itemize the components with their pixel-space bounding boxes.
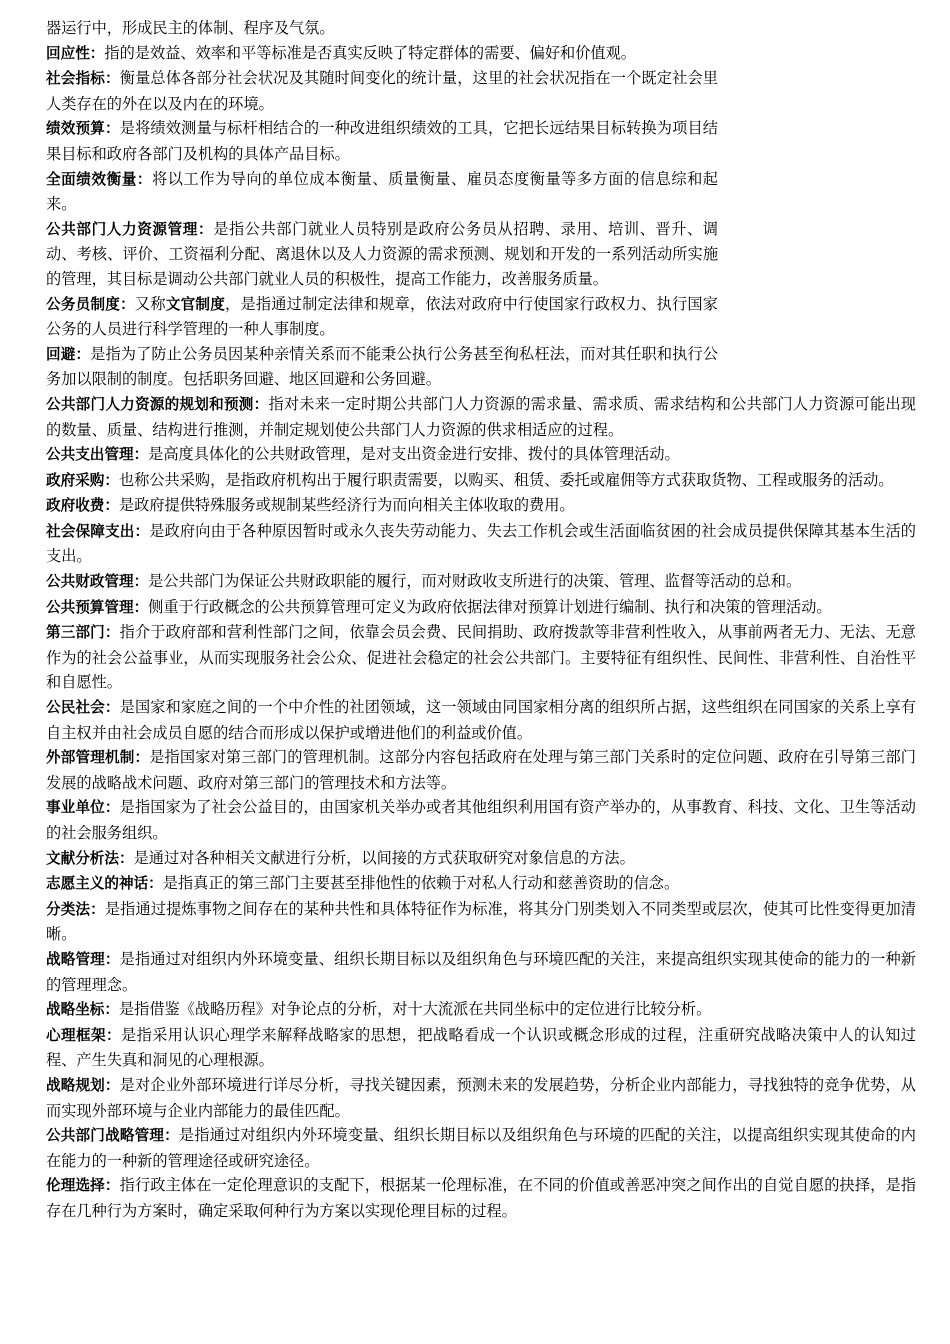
entry-definition — [119, 471, 894, 489]
entry-definition — [134, 849, 635, 867]
definition-text: 是国家和家庭之间的一个中介性的社团领域，这一领域由同国家相分离的组织所占据，这些组织在同国家的关系上享有自主权并由社会成员自愿的结合而形成以保护或增进他们的利益或价值。 — [46, 698, 916, 742]
definition-text: 是指真正的第三部门主要甚至排他性的依赖于对私人行动和慈善资助的信念。 — [162, 874, 680, 893]
entry-term: 公共预算管理： — [46, 598, 149, 616]
glossary-entry — [46, 442, 916, 468]
glossary-entry — [46, 745, 916, 795]
entry-definition — [46, 798, 916, 842]
entry-definition — [46, 119, 718, 163]
glossary-entry — [46, 167, 718, 217]
entry-term: 公共财政管理： — [46, 573, 149, 591]
entry-term: 公务员制度： — [46, 295, 135, 313]
entry-term: 事业单位： — [46, 799, 120, 817]
entry-definition — [119, 496, 575, 514]
definition-text: 指行政主体在一定伦理意识的支配下，根据某一伦理标准，在不同的价值或善恶冲突之间作出的自觉自愿的抉择，是指存在几种行为方案时，确定采取何种行为方案以实现伦理目标的过程。 — [46, 1176, 916, 1220]
entry-definition — [46, 1026, 916, 1070]
definition-text: 是将绩效测量与标杆相结合的一种改进组织绩效的工具，它把长远结果目标转换为项目结果目标和政府各部门及机构的具体产品目标。 — [46, 119, 718, 163]
glossary-entry — [46, 1023, 916, 1073]
entry-definition — [163, 874, 679, 892]
definition-text: 将以工作为导向的单位成本衡量、质量衡量、雇员态度衡量等多方面的信息综和起来。 — [46, 169, 718, 214]
entry-definition — [104, 44, 636, 62]
glossary-entry — [46, 66, 718, 116]
glossary-entry — [46, 595, 916, 621]
glossary-entry — [46, 997, 916, 1023]
definition-text: 衡量总体各部分社会状况及其随时间变化的统计量，这里的社会状况指在一个既定社会里人类存在的外在以及内在的环境。 — [46, 69, 718, 113]
glossary-entry — [46, 493, 916, 519]
entry-definition — [46, 1076, 916, 1120]
entry-definition — [46, 623, 916, 691]
entry-definition — [46, 69, 718, 113]
definition-text: 指介于政府部和营利性部门之间，依靠会员会费、民间捐助、政府拨款等非营利性收入，从事前两者无力、无法、无意作为的社会公益事业，从而实现服务社会公众、促进社会稳定的社会公共部门。主要特征有组织性、民间性、非营利性、自治性平和自愿性。 — [46, 623, 916, 692]
definition-text: 是政府提供特殊服务或规制某些经济行为而向相关主体收取的费用。 — [118, 496, 575, 515]
definition-text: 侧重于行政概念的公共预算管理可定义为政府依据法律对预算计划进行编制、执行和决策的管理活动。 — [148, 597, 832, 616]
entry-term: 志愿主义的神话： — [46, 875, 163, 893]
entry-term: 文献分析法： — [46, 849, 134, 867]
definition-text: 是指通过对组织内外环境变量、组织长期目标以及组织角色与环境匹配的关注，来提高组织实现其使命的能力的一种新的管理理念。 — [46, 949, 916, 994]
glossary-entry — [46, 620, 916, 695]
glossary-entry — [46, 569, 916, 595]
glossary-entry — [46, 392, 916, 442]
glossary-entry — [46, 1073, 916, 1123]
entry-term: 战略管理： — [46, 950, 120, 968]
definition-text: 是指通过提炼事物之间存在的某种共性和具体特征作为标准，将其分门别类划入不同类型或层次，使其可比性变得更加清晰。 — [46, 899, 916, 944]
document-page — [46, 16, 916, 1224]
glossary-entry — [46, 116, 718, 166]
definition-text: 是指为了防止公务员因某种亲情关系而不能秉公执行公务甚至徇私枉法，而对其任职和执行公务加以限制的制度。包括职务回避、地区回避和公务回避。 — [46, 344, 718, 389]
definition-text: 是公共部门为保证公共财政职能的履行，而对财政收支所进行的决策、管理、监督等活动的总和。 — [148, 572, 802, 591]
intro-line: 器运行中，形成民主的体制、程序及气氛。 — [46, 19, 335, 37]
definition-text: 是对企业外部环境进行详尽分析，寻找关键因素，预测未来的发展趋势，分析企业内部能力，寻找独特的竞争优势，从而实现外部环境与企业内部能力的最佳匹配。 — [46, 1075, 916, 1120]
definition-text: 是指采用认识心理学来解释战略家的思想，把战略看成一个认识或概念形成的过程，注重研究战略决策中人的认知过程、产生失真和洞见的心理根源。 — [46, 1025, 916, 1070]
glossary-entry — [46, 1173, 916, 1223]
definition-text: 是高度具体化的公共财政管理，是对支出资金进行安排、拨付的具体管理活动。 — [148, 445, 680, 464]
entry-definition — [46, 698, 916, 742]
entry-definition — [148, 445, 680, 463]
definition-text: 是指国家对第三部门的管理机制。这部分内容包括政府在处理与第三部门关系时的定位问题、政府在引导第三部门发展的战略战术问题、政府对第三部门的管理技术和方法等。 — [46, 748, 916, 792]
definition-text: 也称公共采购，是指政府机构出于履行职责需要，以购买、租赁、委托或雇佣等方式获取货物、工程或服务的活动。 — [118, 470, 894, 489]
glossary-entry — [46, 897, 916, 947]
glossary-entry — [46, 217, 718, 292]
entry-term: 政府收费： — [46, 497, 119, 515]
entry-term: 外部管理机制： — [46, 749, 150, 767]
entry-definition — [148, 598, 831, 616]
entry-term: 公共部门人力资源的规划和预测： — [46, 395, 269, 413]
entry-term: 战略规划： — [46, 1076, 120, 1094]
glossary-list — [46, 41, 916, 1224]
entry-definition — [46, 295, 718, 339]
entry-definition — [119, 1000, 711, 1018]
entry-term: 绩效预算： — [46, 120, 120, 138]
entry-definition — [46, 345, 718, 389]
definition-text: 是指国家为了社会公益目的，由国家机关举办或者其他组织利用国有资产举办的，从事教育、科技、文化、卫生等活动的社会服务组织。 — [46, 798, 916, 842]
entry-term: 社会指标： — [46, 70, 120, 88]
glossary-entry — [46, 519, 916, 569]
definition-text: 是通过对各种相关文献进行分析，以间接的方式获取研究对象信息的方法。 — [133, 848, 635, 867]
glossary-entry — [46, 468, 916, 494]
entry-term: 分类法： — [46, 900, 105, 918]
glossary-entry — [46, 41, 718, 67]
entry-term: 回应性： — [46, 44, 105, 62]
entry-term: 心理框架： — [46, 1026, 122, 1044]
entry-term: 政府采购： — [46, 471, 119, 489]
entry-term: 公民社会： — [46, 699, 120, 717]
definition-text: 是政府向由于各种原因暂时或永久丧失劳动能力、失去工作机会或生活面临贫困的社会成员提供保障其基本生活的支出。 — [46, 521, 916, 566]
definition-text: 是指通过对组织内外环境变量、组织长期目标以及组织角色与环境的匹配的关注，以提高组织实现其使命的内在能力的一种新的管理途径或研究途径。 — [46, 1126, 916, 1170]
glossary-entry — [46, 342, 718, 392]
definition-text: ，是指通过制定法律和规章，依法对政府中行使国家行政权力、执行国家公务的人员进行科学管理的一种人事制度。 — [46, 294, 718, 339]
entry-definition — [46, 748, 916, 792]
entry-definition — [46, 900, 916, 944]
entry-term: 公共部门战略管理： — [46, 1127, 179, 1145]
entry-term: 社会保障支出： — [46, 522, 150, 540]
definition-prefix: 又称 — [134, 294, 166, 313]
entry-term: 第三部门： — [46, 624, 120, 642]
definition-text: 是指公共部门就业人员特别是政府公务员从招聘、录用、培训、晋升、调动、考核、评价、工资福利分配、离退休以及人力资源的需求预测、规划和开发的一系列活动所实施的管理，其目标是调动公共部门就业人员的积极性，提高工作能力，改善服务质量。 — [46, 219, 718, 288]
glossary-entry — [46, 1123, 916, 1173]
definition-text: 是指借鉴《战略历程》对争论点的分析，对十大流派在共同坐标中的定位进行比较分析。 — [118, 1000, 712, 1019]
definition-text: 指对未来一定时期公共部门人力资源的需求量、需求质、需求结构和公共部门人力资源可能出现的数量、质量、结构进行推测，并制定规划使公共部门人力资源的供求相适应的过程。 — [46, 394, 916, 439]
glossary-entry — [46, 795, 916, 845]
definition-text: 指的是效益、效率和平等标准是否真实反映了特定群体的需要、偏好和价值观。 — [104, 43, 636, 62]
entry-term: 战略坐标： — [46, 1001, 119, 1019]
entry-term: 全面绩效衡量： — [46, 170, 153, 188]
entry-term: 回避： — [46, 345, 91, 363]
entry-term: 公共部门人力资源管理： — [46, 220, 214, 238]
entry-definition — [46, 522, 916, 566]
glossary-entry — [46, 947, 916, 997]
glossary-entry — [46, 695, 916, 745]
entry-definition — [46, 950, 916, 994]
entry-definition — [46, 1176, 916, 1220]
glossary-entry — [46, 292, 718, 342]
glossary-entry — [46, 871, 916, 897]
entry-term: 公共支出管理： — [46, 446, 149, 464]
glossary-entry — [46, 846, 916, 872]
entry-definition — [148, 572, 801, 590]
entry-term: 伦理选择： — [46, 1177, 120, 1195]
definition-emphasis: 文官制度 — [165, 295, 226, 313]
